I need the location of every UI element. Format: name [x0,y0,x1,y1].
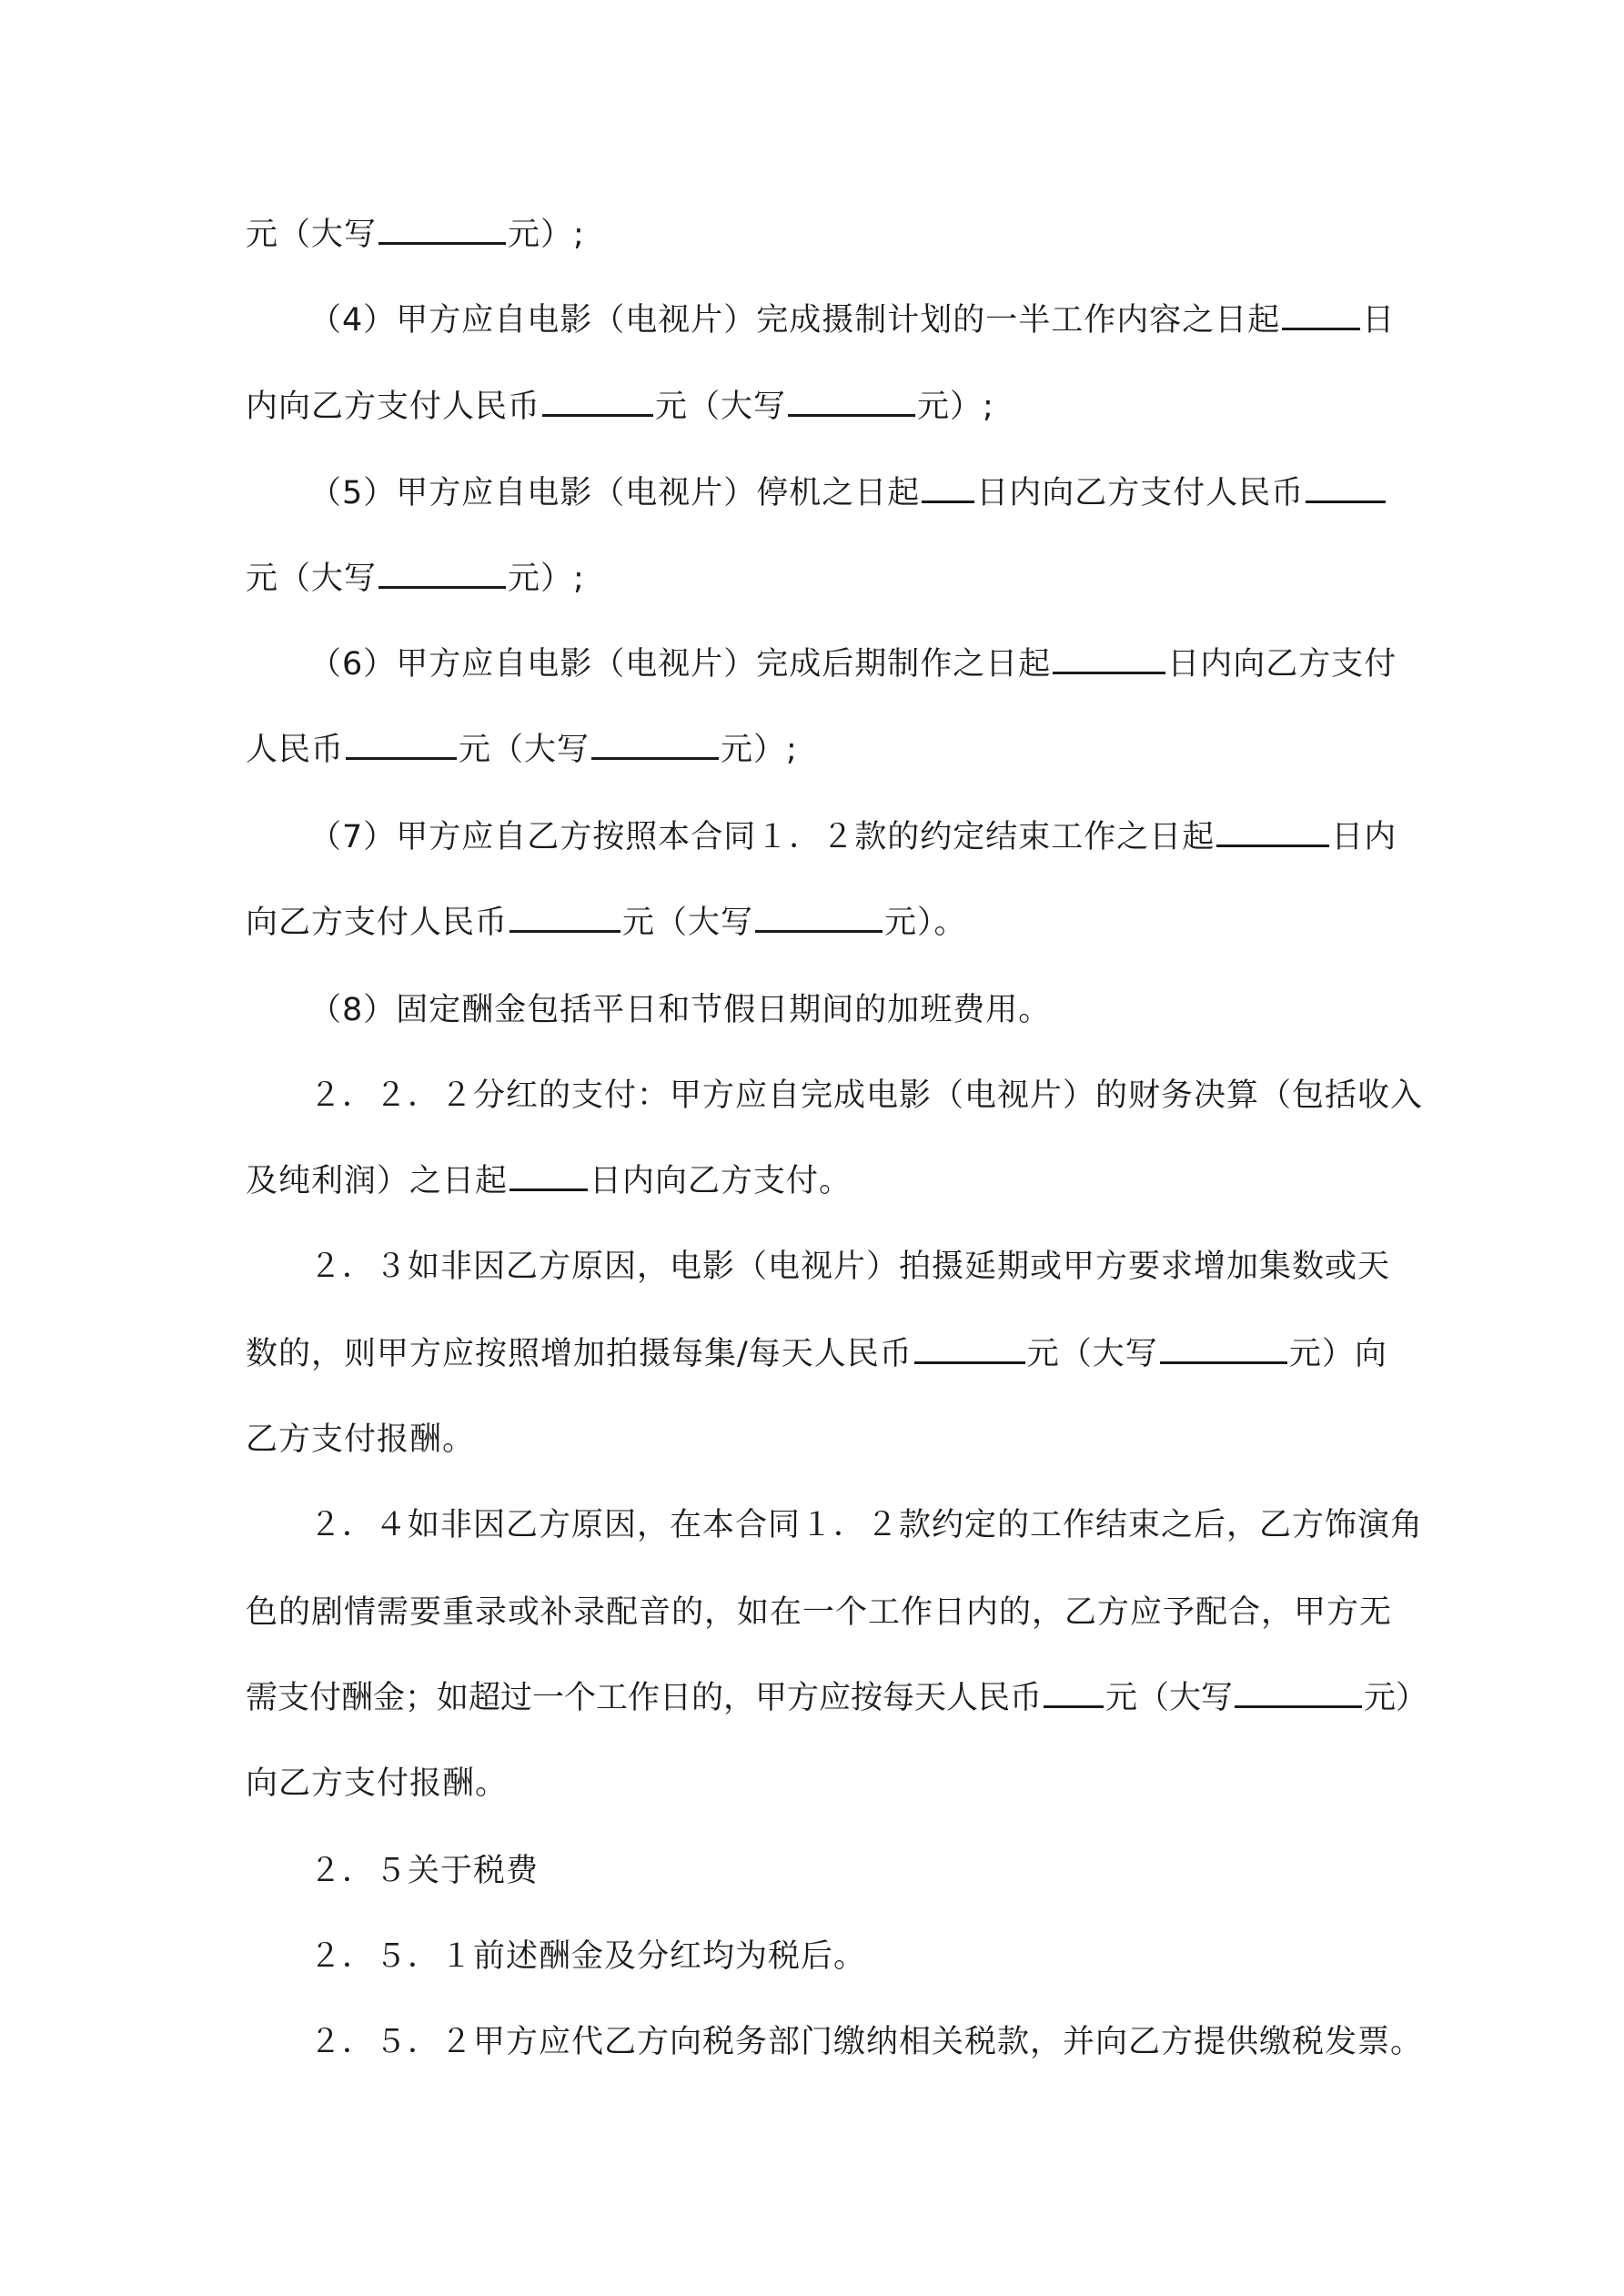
text-line [309,1247,1390,1287]
text-line [309,300,1395,340]
fill-in-blank[interactable] [346,730,457,760]
fill-in-blank[interactable] [755,903,883,933]
text-fragment: 元（大写 [1026,1336,1158,1372]
text-line [246,1764,508,1804]
fill-in-blank[interactable] [591,730,719,760]
text-line [309,817,1397,857]
fill-in-blank[interactable] [788,387,915,417]
text-line [246,1678,1427,1718]
text-fragment: 数的，则甲方应按照增加拍摄每集/每天人民币 [246,1336,913,1372]
text-fragment: ２．４如非因乙方原因，在本合同１．２款约定的工作结束之后，乙方饰演角 [309,1507,1424,1543]
text-fragment: （4）甲方应自电影（电视片）完成摄制计划的一半工作内容之日起 [309,302,1281,339]
fill-in-blank[interactable] [1160,1334,1287,1364]
text-fragment: 元） [1364,1680,1428,1716]
text-fragment: ２．５关于税费 [309,1853,540,1889]
text-fragment: ２．５．２甲方应代乙方向税务部门缴纳相关税款，并向乙方提供缴税发票。 [309,2024,1424,2060]
fill-in-blank[interactable] [1306,473,1386,503]
text-fragment: 日 [1362,302,1396,339]
text-line [309,1076,1423,1116]
text-fragment: 元）; [721,732,798,768]
text-line [246,559,585,599]
fill-in-blank[interactable] [509,903,620,933]
text-fragment: 向乙方支付报酬。 [246,1765,509,1802]
fill-in-blank[interactable] [1216,817,1329,847]
text-fragment: 色的剧情需要重录或补录配音的，如在一个工作日内的，乙方应予配合，甲方无 [246,1594,1393,1631]
text-fragment: ２．３如非因乙方原因，电影（电视片）拍摄延期或甲方要求增加集数或天 [309,1249,1391,1285]
text-fragment: 乙方支付报酬。 [246,1421,476,1458]
text-line [309,473,1387,513]
text-fragment: （5）甲方应自电影（电视片）停机之日起 [309,475,921,511]
text-fragment: （8）固定酬金包括平日和节假日期间的加班费用。 [309,992,1052,1028]
text-line [246,1161,852,1201]
text-fragment: 元（大写 [246,561,378,597]
text-fragment: 元（大写 [459,732,590,768]
text-fragment: 及纯利润）之日起 [246,1163,509,1199]
text-fragment: 元）。 [884,905,967,941]
text-line [246,387,994,427]
text-line [309,1851,539,1891]
fill-in-blank[interactable] [378,559,506,589]
text-fragment: 元）; [917,389,994,425]
text-fragment: 需支付酬金；如超过一个工作日的，甲方应按每天人民币 [246,1680,1043,1716]
text-fragment: 元）; [508,217,585,253]
text-line [246,1334,1387,1374]
text-fragment: （7）甲方应自乙方按照本合同１．２款的约定结束工作之日起 [309,819,1215,855]
text-fragment: 日内向乙方支付 [1167,646,1397,683]
text-line [309,644,1397,684]
text-fragment: 人民币 [246,732,345,768]
text-fragment: 元）向 [1288,1336,1387,1372]
fill-in-blank[interactable] [509,1161,588,1191]
fill-in-blank[interactable] [1044,1678,1104,1708]
fill-in-blank[interactable] [542,387,653,417]
fill-in-blank[interactable] [914,1334,1025,1364]
text-fragment: 日内向乙方支付人民币 [976,475,1305,511]
fill-in-blank[interactable] [1053,644,1165,674]
text-fragment: （6）甲方应自电影（电视片）完成后期制作之日起 [309,646,1052,683]
text-line [246,730,798,770]
text-fragment: ２．２．２分红的支付：甲方应自完成电影（电视片）的财务决算（包括收入 [309,1077,1424,1114]
text-line [246,903,967,943]
text-line [246,215,585,255]
text-fragment: 元（大写 [655,389,787,425]
text-fragment: 日内向乙方支付。 [590,1163,852,1199]
text-fragment: 元）; [508,561,585,597]
text-line [246,1420,475,1460]
text-fragment: 元（大写 [1105,1680,1234,1716]
text-fragment: 向乙方支付人民币 [246,905,509,941]
text-fragment: 日内 [1331,819,1397,855]
text-fragment: ２．５．１前述酬金及分红均为税后。 [309,1938,867,1975]
text-line [309,1937,866,1977]
text-line [309,2022,1423,2062]
text-line [309,1505,1423,1545]
fill-in-blank[interactable] [378,215,506,245]
fill-in-blank[interactable] [922,473,974,503]
text-line [309,990,1051,1030]
fill-in-blank[interactable] [1282,300,1360,330]
text-line [246,1593,1392,1633]
text-fragment: 内向乙方支付人民币 [246,389,541,425]
text-fragment: 元（大写 [246,217,378,253]
text-fragment: 元（大写 [622,905,754,941]
fill-in-blank[interactable] [1235,1678,1362,1708]
